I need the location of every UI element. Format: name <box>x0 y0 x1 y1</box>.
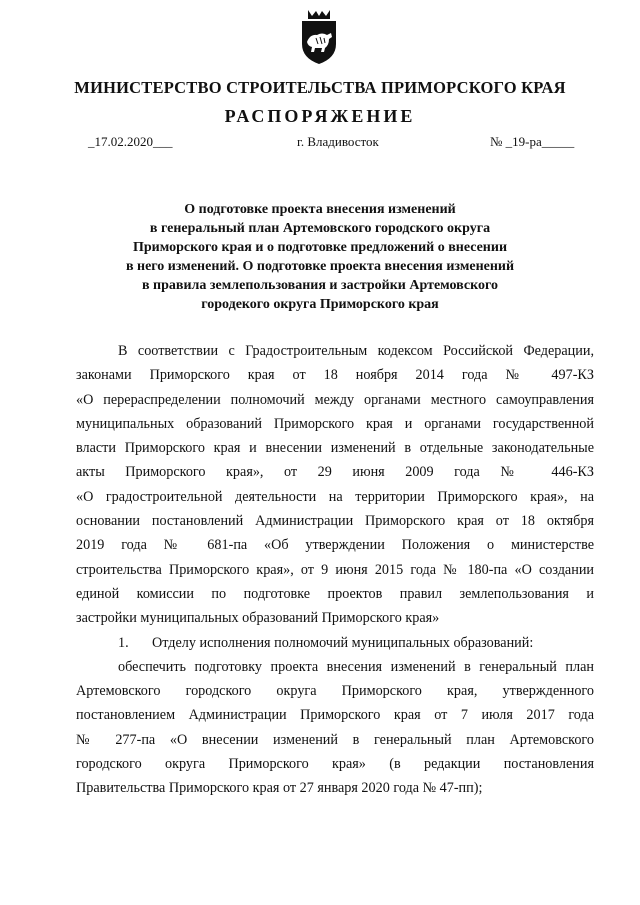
body-line: 2019 года № 681-па «Об утверждении Положения о министерстве <box>76 537 594 554</box>
sub-line: постановлением Администрации Приморского края от 7 июля 2017 года <box>76 707 594 724</box>
title-line: Приморского края и о подготовке предложений о внесении <box>132 240 508 255</box>
title-line: О подготовке проекта внесения изменений <box>184 202 456 217</box>
body-line: муниципальных образований Приморского края и органами государственной <box>76 415 594 432</box>
body-line: «О градостроительной деятельности на территории Приморского края», на <box>76 488 594 505</box>
sub-line: Артемовского городского округа Приморского края, утвержденного <box>76 683 594 700</box>
list-item <box>76 631 594 655</box>
item-number: 1. <box>118 634 129 651</box>
body-line: «О перераспределении полномочий между органами местного самоуправления <box>76 391 594 408</box>
body-line: застройки муниципальных образований Приморского края» <box>76 610 440 627</box>
body-line: строительства Приморского края», от 9 июня 2015 года № 180-па «О создании <box>76 561 594 578</box>
body-line: законами Приморского края от 18 ноября 2014 года № 497-КЗ <box>76 367 594 384</box>
sub-line: № 277-па «О внесении изменений в генеральный план Артемовского <box>76 731 594 748</box>
title-line: в генеральный план Артемовского городского округа <box>149 221 491 236</box>
body-line: В соответствии с Градостроительным кодексом Российской Федерации, <box>118 343 594 359</box>
document-date: _17.02.2020___ <box>88 134 173 149</box>
title-line: в него изменений. О подготовке проекта внесения изменений <box>125 259 515 274</box>
document-city: г. Владивосток <box>297 134 379 149</box>
coat-of-arms-icon <box>298 8 340 66</box>
body-line: акты Приморского края», от 29 июня 2009 года № 446-КЗ <box>76 464 594 481</box>
body-line: основании постановлений Администрации Приморского края от 18 октября <box>76 513 594 530</box>
title-line: в правила землепользования и застройки Артемовского <box>141 278 499 293</box>
document-number <box>490 134 574 150</box>
item-text: Отделу исполнения полномочий муниципальных образований: <box>152 634 534 651</box>
document-title <box>100 200 540 314</box>
title-line: городекого округа Приморского края <box>201 297 439 312</box>
organization-name: МИНИСТЕРСТВО СТРОИТЕЛЬСТВА ПРИМОРСКОГО КРАЯ <box>74 78 566 97</box>
document-type: РАСПОРЯЖЕНИЕ <box>224 106 416 126</box>
body-line: единой комиссии по подготовке проектов правил землепользования и <box>76 585 594 602</box>
sub-line: городского округа Приморского края» (в редакции постановления <box>76 756 594 773</box>
number-prefix: № <box>490 134 503 149</box>
body-line: власти Приморского края и внесении изменений в отдельные законодательные <box>76 440 594 457</box>
sub-line: обеспечить подготовку проекта внесения изменений в генеральный план <box>118 658 594 675</box>
document-body <box>76 339 594 801</box>
number-value: _19-ра_____ <box>505 134 575 149</box>
sub-line: Правительства Приморского края от 27 января 2020 года № 47-пп); <box>76 780 483 797</box>
